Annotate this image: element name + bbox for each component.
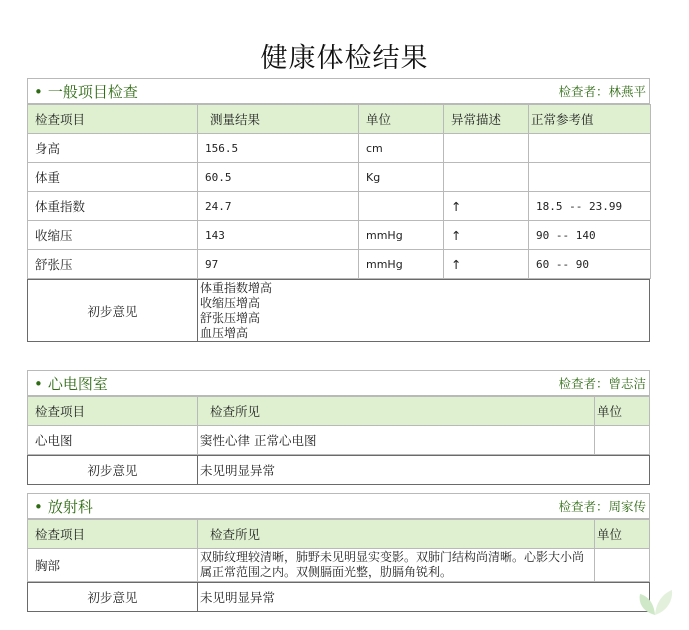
unit-cell: mmHg (359, 250, 444, 279)
value-cell: 143 (198, 221, 359, 250)
opinion-line: 收缩压增高 (200, 295, 261, 310)
section-title: 放射科 (47, 497, 93, 516)
table-row (28, 221, 651, 250)
item-cell: 心电图 (28, 426, 198, 455)
flag-cell (444, 134, 529, 163)
section-radiology (27, 493, 650, 612)
general-table (27, 104, 651, 279)
opinion-label: 初步意见 (28, 583, 198, 612)
column-header: 单位 (595, 397, 650, 426)
value-cell: 156.5 (198, 134, 359, 163)
opinion-table (27, 279, 650, 342)
opinion-row (28, 280, 650, 342)
opinion-table (27, 455, 650, 485)
opinion-text: 未见明显异常 (198, 583, 650, 612)
opinion-text: 未见明显异常 (198, 456, 650, 485)
unit-cell: cm (359, 134, 444, 163)
flag-cell (444, 163, 529, 192)
ref-cell (529, 134, 651, 163)
inspector-label: 检查者：林燕平 (558, 84, 646, 99)
column-header: 测量结果 (198, 105, 359, 134)
table-row (28, 426, 650, 455)
finding-cell: 双肺纹理较清晰，肺野未见明显实变影。双肺门结构尚清晰。心影大小尚属正常范围之内。双侧膈面光整，肋膈角锐利。 (198, 549, 595, 582)
ecg-table (27, 396, 650, 455)
item-cell: 胸部 (28, 549, 198, 582)
column-header: 检查所见 (198, 397, 595, 426)
table-header-row (28, 105, 651, 134)
item-cell: 身高 (28, 134, 198, 163)
finding-cell: 窦性心律 正常心电图 (198, 426, 595, 455)
table-row (28, 549, 650, 582)
column-header: 单位 (359, 105, 444, 134)
value-cell: 97 (198, 250, 359, 279)
section-ecg (27, 370, 650, 485)
table-row (28, 163, 651, 192)
table-row (28, 192, 651, 221)
unit-cell (595, 426, 650, 455)
value-cell: 60.5 (198, 163, 359, 192)
column-header: 检查所见 (198, 520, 595, 549)
unit-cell (359, 192, 444, 221)
opinion-table (27, 582, 650, 612)
section-header (27, 78, 650, 104)
table-row (28, 250, 651, 279)
value-cell: 24.7 (198, 192, 359, 221)
column-header: 单位 (595, 520, 650, 549)
section-title: 心电图室 (47, 374, 108, 393)
section-title: 一般项目检查 (47, 82, 138, 101)
column-header: 正常参考值 (529, 105, 651, 134)
ref-cell: 90 -- 140 (529, 221, 651, 250)
bullet-icon: • (34, 374, 43, 393)
column-header: 异常描述 (444, 105, 529, 134)
bullet-icon: • (34, 82, 43, 101)
ref-cell (529, 163, 651, 192)
opinion-text (198, 280, 650, 342)
opinion-label: 初步意见 (28, 280, 198, 342)
table-header-row (28, 397, 650, 426)
item-cell: 舒张压 (28, 250, 198, 279)
inspector-label: 检查者：曾志洁 (558, 376, 646, 391)
column-header: 检查项目 (28, 105, 198, 134)
unit-cell: Kg (359, 163, 444, 192)
section-header (27, 493, 650, 519)
ref-cell: 60 -- 90 (529, 250, 651, 279)
unit-cell (595, 549, 650, 582)
flag-cell: ↑ (444, 221, 529, 250)
ref-cell: 18.5 -- 23.99 (529, 192, 651, 221)
item-cell: 体重指数 (28, 192, 198, 221)
opinion-line: 血压增高 (200, 325, 249, 340)
section-header (27, 370, 650, 396)
table-header-row (28, 520, 650, 549)
inspector-label: 检查者：周家传 (558, 499, 646, 514)
radiology-table (27, 519, 650, 582)
opinion-line: 体重指数增高 (200, 280, 273, 295)
table-row (28, 134, 651, 163)
flag-cell: ↑ (444, 250, 529, 279)
column-header: 检查项目 (28, 520, 198, 549)
page-title: 健康体检结果 (260, 43, 429, 74)
column-header: 检查项目 (28, 397, 198, 426)
opinion-row (28, 456, 650, 485)
item-cell: 体重 (28, 163, 198, 192)
leaf-logo-icon (636, 586, 674, 616)
item-cell: 收缩压 (28, 221, 198, 250)
opinion-label: 初步意见 (28, 456, 198, 485)
bullet-icon: • (34, 497, 43, 516)
opinion-line: 舒张压增高 (200, 310, 261, 325)
flag-cell: ↑ (444, 192, 529, 221)
opinion-row (28, 583, 650, 612)
unit-cell: mmHg (359, 221, 444, 250)
section-general (27, 78, 650, 342)
